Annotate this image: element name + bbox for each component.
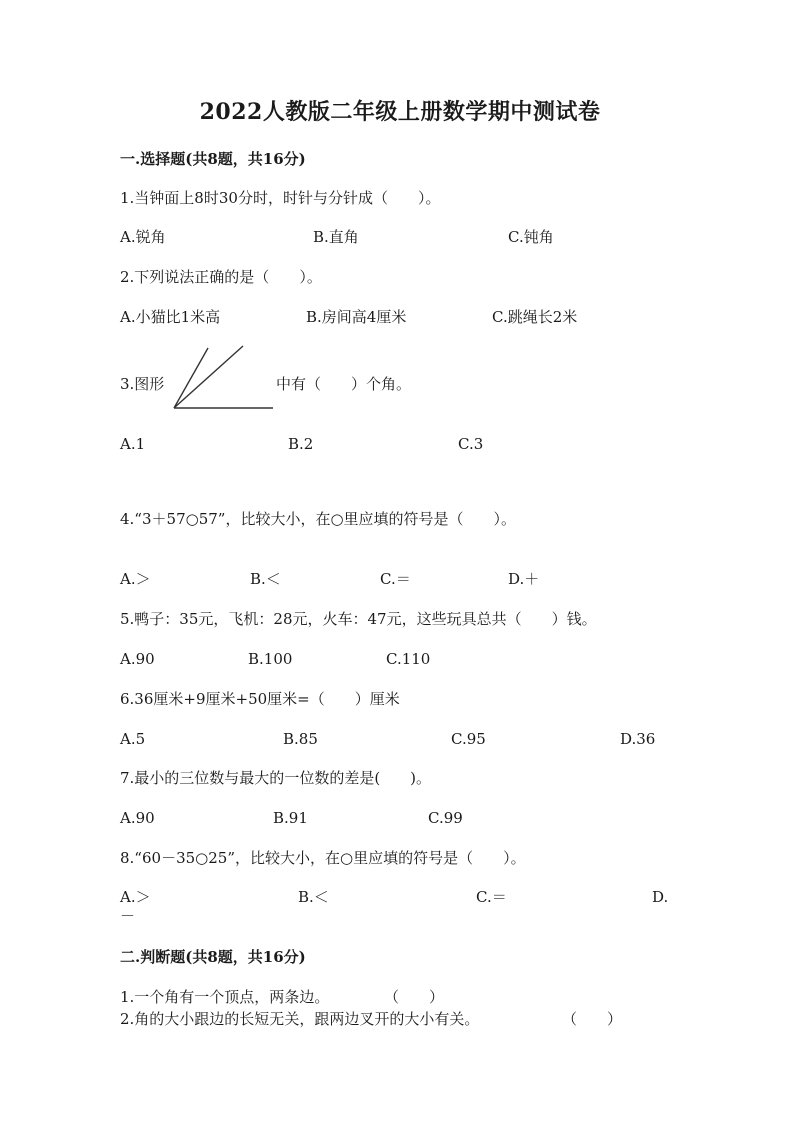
judgement-1-blank: （ ） xyxy=(384,988,445,1006)
question-8-stem: 8.“60－35○25”，比较大小，在○里应填的符号是（ ）。 xyxy=(120,849,526,867)
question-8-option-d: D. xyxy=(652,888,669,906)
question-6-option-d: D.36 xyxy=(620,730,656,748)
question-1-stem: 1.当钟面上8时30分时，时针与分针成（ ）。 xyxy=(120,189,441,207)
question-4-stem: 4.“3＋57○57”，比较大小，在○里应填的符号是（ ）。 xyxy=(120,510,517,528)
question-8-option-b: B.＜ xyxy=(298,888,329,906)
question-3-stem-before: 3.图形 xyxy=(120,375,165,393)
question-6-option-c: C.95 xyxy=(451,730,486,748)
question-1-option-c: C.钝角 xyxy=(508,228,554,246)
question-4-option-a: A.＞ xyxy=(120,570,151,588)
question-6-stem: 6.36厘米+9厘米+50厘米=（ ）厘米 xyxy=(120,690,400,708)
judgement-2-blank: （ ） xyxy=(562,1010,623,1028)
question-2-option-b: B.房间高4厘米 xyxy=(306,308,407,326)
angle-figure xyxy=(170,344,276,412)
question-8-option-a: A.＞ xyxy=(120,888,151,906)
question-5-stem: 5.鸭子：35元，飞机：28元，火车：47元，这些玩具总共（ ）钱。 xyxy=(120,610,597,628)
question-4-option-d: D.＋ xyxy=(508,570,540,588)
question-6-option-b: B.85 xyxy=(283,730,318,748)
question-1-option-b: B.直角 xyxy=(313,228,359,246)
question-3-stem-after: 中有（ ）个角。 xyxy=(276,375,412,393)
question-7-option-b: B.91 xyxy=(273,809,308,827)
question-5-option-b: B.100 xyxy=(248,650,293,668)
angle-figure-steep-ray xyxy=(174,348,208,408)
question-8-option-c: C.＝ xyxy=(476,888,507,906)
angle-figure-middle-ray xyxy=(174,346,243,408)
question-1-option-a: A.锐角 xyxy=(120,228,166,246)
question-5-option-c: C.110 xyxy=(386,650,431,668)
section-header-choice: 一.选择题(共8题，共16分) xyxy=(120,150,306,168)
judgement-2-text: 2.角的大小跟边的长短无关，跟两边叉开的大小有关。 xyxy=(120,1010,480,1028)
question-6-option-a: A.5 xyxy=(120,730,146,748)
question-7-option-c: C.99 xyxy=(428,809,463,827)
question-8-option-d-wrapped-symbol: － xyxy=(120,907,136,925)
question-4-option-c: C.＝ xyxy=(380,570,411,588)
question-2-option-a: A.小猫比1米高 xyxy=(120,308,221,326)
question-4-option-b: B.＜ xyxy=(250,570,281,588)
question-3-option-c: C.3 xyxy=(458,435,484,453)
question-5-option-a: A.90 xyxy=(120,650,155,668)
question-7-option-a: A.90 xyxy=(120,809,155,827)
judgement-1-text: 1.一个角有一个顶点，两条边。 xyxy=(120,988,330,1006)
page-title: 2022人教版二年级上册数学期中测试卷 xyxy=(199,99,601,125)
question-2-stem: 2.下列说法正确的是（ ）。 xyxy=(120,268,322,286)
question-2-option-c: C.跳绳长2米 xyxy=(492,308,578,326)
question-7-stem: 7.最小的三位数与最大的一位数的差是( )。 xyxy=(120,769,432,787)
question-3-option-b: B.2 xyxy=(288,435,314,453)
question-3-option-a: A.1 xyxy=(120,435,146,453)
section-header-judgement: 二.判断题(共8题，共16分) xyxy=(120,948,306,966)
